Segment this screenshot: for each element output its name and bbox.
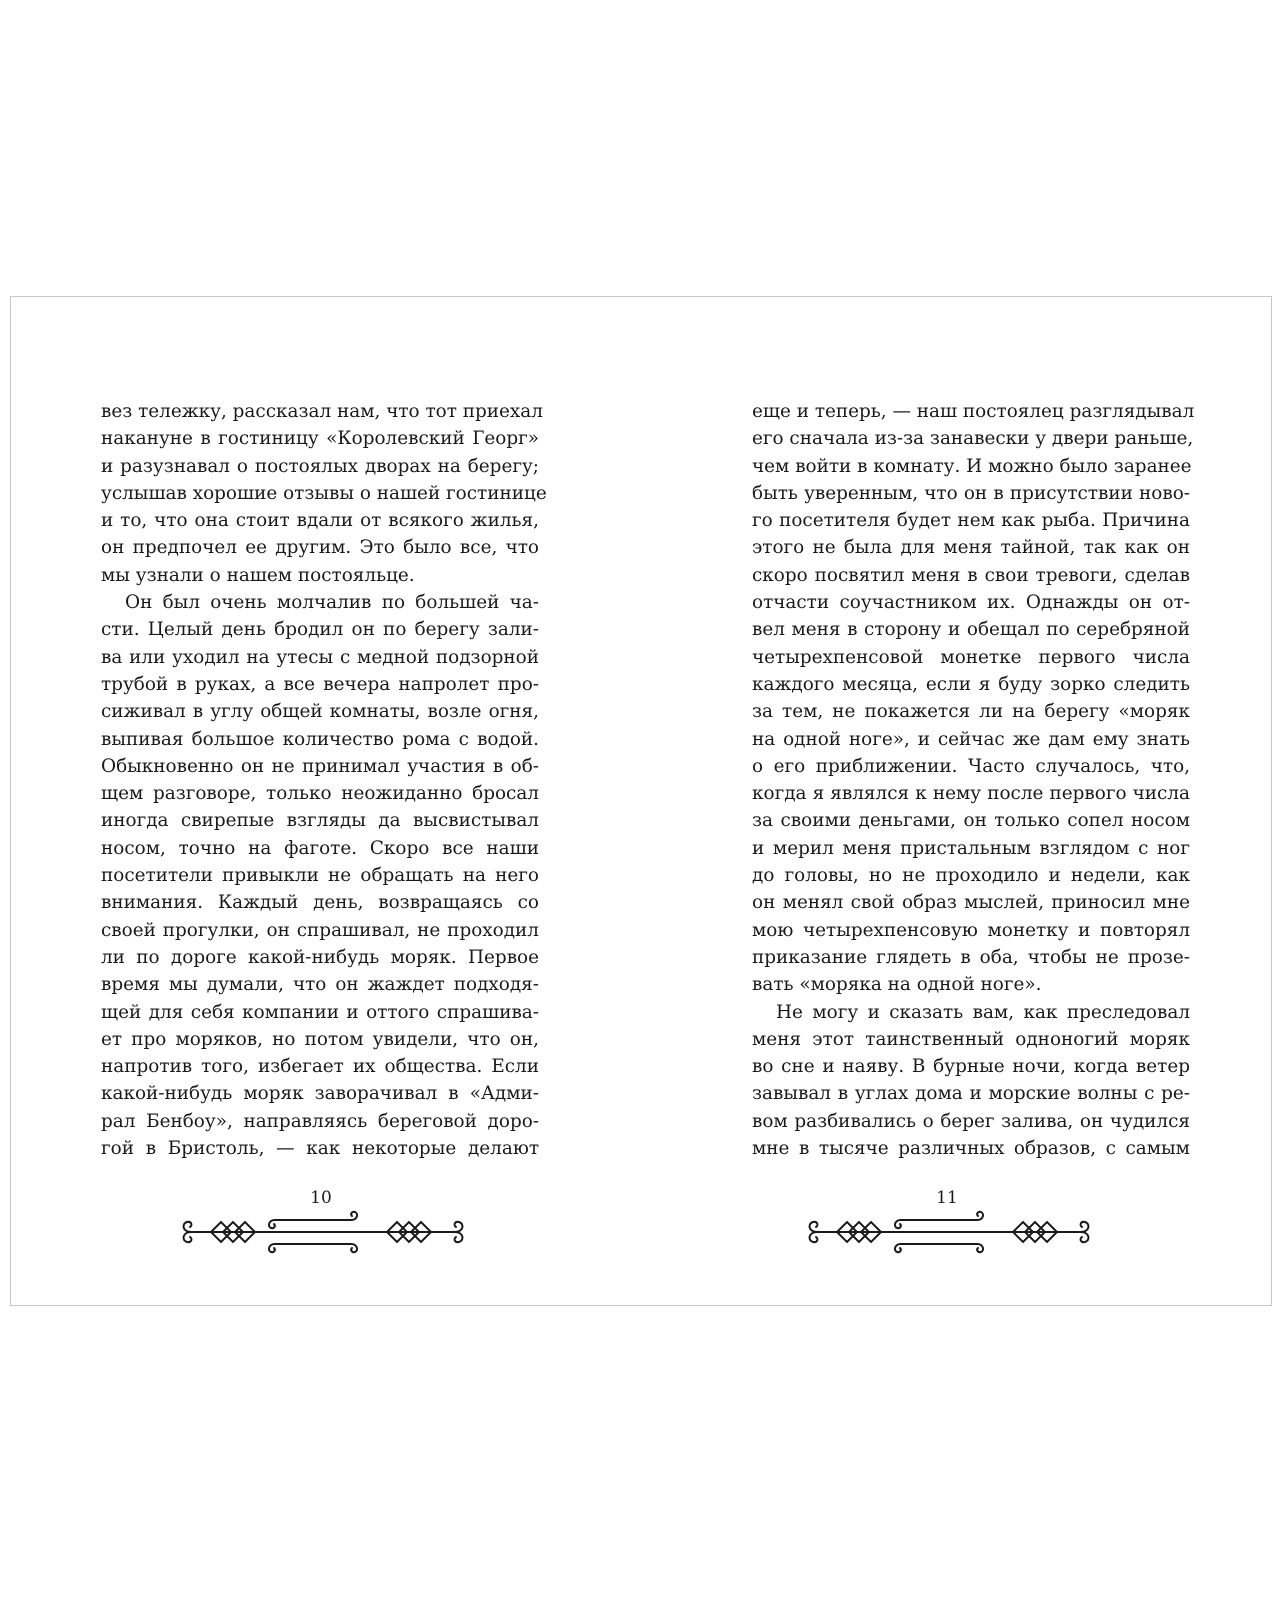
- text-line: и мерил меня пристальным взглядом с ног: [752, 837, 1190, 859]
- right-text-column: [752, 398, 1195, 1162]
- text-line: завывал в углах дома и морские волны с ре-: [752, 1083, 1190, 1105]
- text-line: гой в Бристоль, — как некоторые делают: [101, 1138, 539, 1160]
- text-line: каждого месяца, если я буду зорко следить: [752, 673, 1190, 695]
- text-line: чем войти в комнату. И можно было заранее: [752, 455, 1192, 477]
- text-line: быть уверенным, что он в присутствии ново-: [752, 482, 1190, 504]
- right-page: [642, 297, 1273, 1305]
- ornament-icon: [171, 1202, 471, 1262]
- text-line: носом, точно на фаготе. Скоро все наши: [101, 837, 539, 859]
- text-line: внимания. Каждый день, возвращаясь со: [101, 892, 539, 914]
- text-line: скоро посвятил меня в свои тревоги, сделав: [752, 564, 1190, 586]
- text-line: ли по дороге какой-нибудь моряк. Первое: [101, 946, 539, 968]
- text-line: ва или уходил на утесы с медной подзорной: [101, 646, 539, 668]
- text-line: вез тележку, рассказал нам, что тот приехал: [101, 401, 543, 422]
- text-line: трубой в руках, а все вечера напролет про-: [101, 673, 539, 695]
- text-line: вом разбивались о берег залива, он чудился: [752, 1110, 1190, 1132]
- text-line: еще и теперь, — наш постоялец разглядывал: [752, 401, 1195, 422]
- left-page-footer: [171, 1188, 471, 1262]
- text-line: мы узнали о нашем постояльце.: [101, 564, 415, 586]
- text-line: услышав хорошие отзывы о нашей гостинице: [101, 482, 547, 504]
- text-line: какой-нибудь моряк заворачивал в «Адми-: [101, 1083, 539, 1105]
- text-line: и разузнавал о постоялых дворах на берегу;: [101, 455, 539, 477]
- text-line: когда я являлся к нему после первого числа: [752, 783, 1190, 805]
- text-line: он предпочел ее другим. Это было все, что: [101, 537, 539, 559]
- text-line: выпивая большое количество рома с водой.: [101, 728, 539, 750]
- text-line: его сначала из-за занавески у двери раньше,: [752, 428, 1194, 450]
- text-line: отчасти соучастником их. Однажды он от-: [752, 592, 1190, 614]
- page-number: 10: [310, 1188, 332, 1208]
- text-line: этого не была для меня тайной, так как он: [752, 537, 1190, 559]
- text-line: иногда свирепые взгляды да высвистывал: [101, 810, 539, 832]
- text-line: о его приближении. Часто случалось, что,: [752, 755, 1190, 777]
- text-line: накануне в гостиницу «Королевский Георг»: [101, 428, 539, 450]
- text-line: и то, что она стоит вдали от всякого жилья,: [101, 510, 539, 532]
- book-spread: [10, 296, 1272, 1306]
- text-line: во сне и наяву. В бурные ночи, когда ветер: [752, 1056, 1190, 1078]
- text-line: он менял свой образ мыслей, приносил мне: [752, 892, 1190, 914]
- text-line: сиживал в углу общей комнаты, возле огня,: [101, 701, 539, 723]
- text-line: Обыкновенно он не принимал участия в об-: [101, 755, 539, 777]
- right-page-footer: [797, 1188, 1097, 1262]
- text-line: напротив того, избегает их общества. Если: [101, 1056, 539, 1078]
- text-line: посетители привыкли не обращать на него: [101, 865, 539, 887]
- text-line: Он был очень молчалив по большей ча-: [125, 592, 539, 614]
- text-line: сти. Целый день бродил он по берегу зали-: [101, 619, 539, 641]
- text-line: мою четырехпенсовую монетку и повторял: [752, 919, 1190, 941]
- text-line: вел меня в сторону и обещал по серебряной: [752, 619, 1190, 641]
- text-line: своей прогулки, он спрашивал, не проходил: [101, 919, 539, 941]
- text-line: вать «моряка на одной ноге».: [752, 974, 1042, 996]
- text-line: щем разговоре, только неожиданно бросал: [101, 783, 539, 805]
- text-line: щей для себя компании и оттого спрашива-: [101, 1001, 539, 1023]
- text-line: четырехпенсовой монетке первого числа: [752, 646, 1190, 668]
- text-line: за своими деньгами, он только сопел носом: [752, 810, 1190, 832]
- text-line: на одной ноге», и сейчас же дам ему знать: [752, 728, 1190, 750]
- left-text-column: [101, 398, 547, 1162]
- ornament-icon: [797, 1202, 1097, 1262]
- page-number: 11: [936, 1188, 958, 1208]
- text-line: до головы, но не проходило и недели, как: [752, 865, 1190, 887]
- text-line: приказание глядеть в оба, чтобы не прозе-: [752, 946, 1190, 968]
- text-line: Не могу и сказать вам, как преследовал: [776, 1001, 1190, 1023]
- text-line: рал Бенбоу», направляясь береговой доро-: [101, 1110, 539, 1132]
- text-line: ет про моряков, но потом увидели, что он,: [101, 1028, 539, 1050]
- text-line: время мы думали, что он жаждет подходя-: [101, 974, 539, 996]
- text-line: го посетителя будет нем как рыба. Причина: [752, 510, 1190, 532]
- text-line: мне в тысяче различных образов, с самым: [752, 1138, 1190, 1160]
- left-page: [11, 297, 642, 1305]
- text-line: за тем, не покажется ли на берегу «моряк: [752, 701, 1190, 723]
- text-line: меня этот таинственный одноногий моряк: [752, 1028, 1190, 1050]
